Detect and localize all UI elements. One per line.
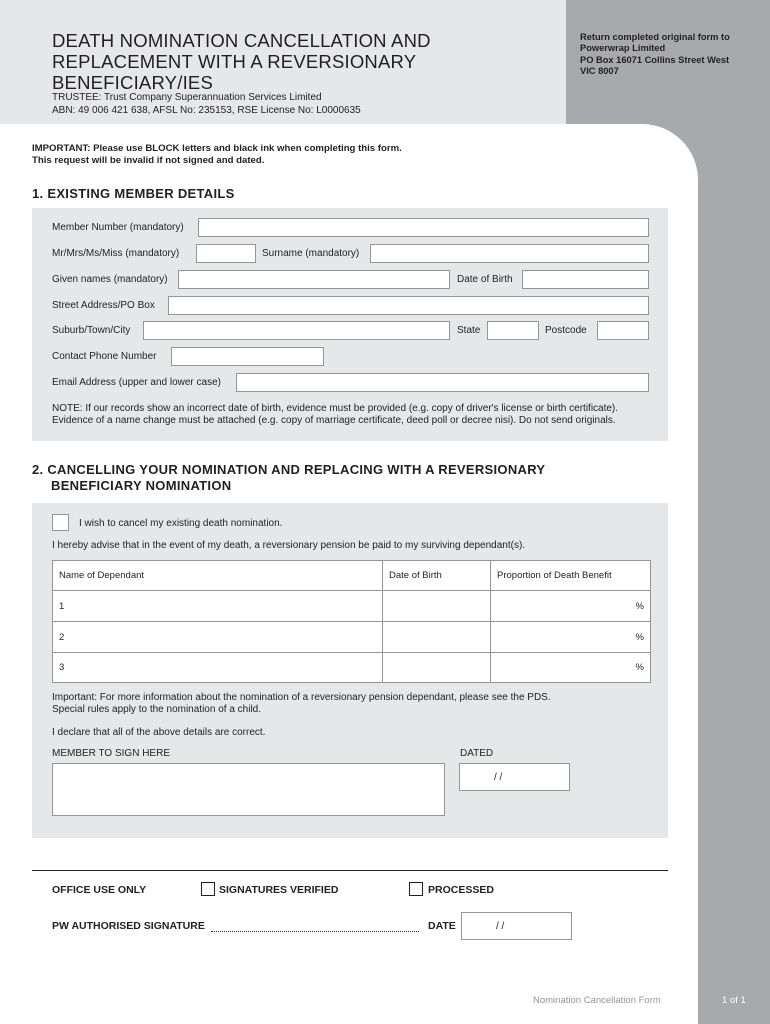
email-label: Email Address (upper and lower case) (52, 377, 221, 388)
table-row (53, 653, 651, 683)
dependant-dob-cell[interactable] (383, 591, 491, 622)
office-date-label: DATE (428, 920, 456, 932)
title-label: Mr/Mrs/Ms/Miss (mandatory) (52, 248, 180, 259)
section1-note: NOTE: If our records show an incorrect date of birth, evidence must be provided (e.g. copy of driver's license or birth certificate). Evidence of a name change must be attached (e.g. copy of marriage certificate, deed poll or decree nisi). Do not send originals. (52, 403, 619, 426)
advise-text: I hereby advise that in the event of my death, a reversionary pension be paid to my surviving dependant(s). (52, 540, 526, 551)
street-label: Street Address/PO Box (52, 300, 155, 311)
dependant-proportion-cell[interactable]: % (491, 622, 651, 653)
state-input[interactable] (487, 321, 539, 340)
cancel-nomination-label: I wish to cancel my existing death nomination. (79, 518, 283, 529)
postcode-label: Postcode (545, 325, 587, 336)
surname-input[interactable] (370, 244, 649, 263)
pw-signature-label: PW AUTHORISED SIGNATURE (52, 920, 205, 932)
table-header-row (53, 561, 651, 591)
col-name-header: Name of Dependant (53, 561, 383, 591)
section1-title: 1. EXISTING MEMBER DETAILS (32, 186, 235, 201)
title-input[interactable] (196, 244, 256, 263)
state-label: State (457, 325, 481, 336)
dob-input[interactable] (522, 270, 649, 289)
phone-label: Contact Phone Number (52, 351, 157, 362)
important-notice: IMPORTANT: Please use BLOCK letters and black ink when completing this form. This request will be invalid if not signed and dated. (32, 143, 402, 166)
table-row (53, 591, 651, 622)
member-sign-label: MEMBER TO SIGN HERE (52, 748, 170, 759)
suburb-label: Suburb/Town/City (52, 325, 131, 336)
office-use-label: OFFICE USE ONLY (52, 884, 147, 896)
form-name-footer: Nomination Cancellation Form (533, 995, 661, 1006)
dependant-dob-cell[interactable] (383, 653, 491, 683)
dependant-name-cell[interactable]: 2 (53, 622, 383, 653)
processed-label: PROCESSED (428, 884, 494, 896)
section2-important: Important: For more information about the nomination of a reversionary pension dependant, please see the PDS. Special rules apply to the nomination of a child. (52, 692, 551, 715)
dependant-dob-cell[interactable] (383, 622, 491, 653)
pw-signature-line[interactable] (211, 920, 419, 932)
cancel-nomination-checkbox[interactable] (52, 514, 69, 531)
street-input[interactable] (168, 296, 649, 315)
dependant-proportion-cell[interactable]: % (491, 653, 651, 683)
member-number-input[interactable] (198, 218, 649, 237)
declaration-text: I declare that all of the above details are correct. (52, 727, 266, 738)
email-input[interactable] (236, 373, 649, 392)
suburb-input[interactable] (143, 321, 450, 340)
right-margin-bar (698, 124, 770, 1024)
processed-checkbox[interactable] (409, 882, 423, 896)
member-number-label: Member Number (mandatory) (52, 222, 184, 233)
postcode-input[interactable] (597, 321, 649, 340)
dependant-name-cell[interactable]: 3 (53, 653, 383, 683)
phone-input[interactable] (171, 347, 324, 366)
office-divider (32, 870, 668, 871)
dependant-name-cell[interactable]: 1 (53, 591, 383, 622)
page-number: 1 of 1 (722, 995, 746, 1006)
page-title: DEATH NOMINATION CANCELLATION AND REPLACEMENT WITH A REVERSIONARY BENEFICIARY/IES (52, 30, 431, 93)
return-address: Return completed original form to Powerwrap Limited PO Box 16071 Collins Street West VIC 8007 (580, 32, 730, 76)
trustee-info: TRUSTEE: Trust Company Superannuation Services Limited ABN: 49 006 421 638, AFSL No: 235153, RSE License No: L0000635 (52, 92, 361, 116)
dependants-table (52, 560, 651, 683)
given-names-input[interactable] (178, 270, 450, 289)
table-row (53, 622, 651, 653)
col-dob-header: Date of Birth (383, 561, 491, 591)
signatures-verified-checkbox[interactable] (201, 882, 215, 896)
col-proportion-header: Proportion of Death Benefit (491, 561, 651, 591)
given-names-label: Given names (mandatory) (52, 274, 168, 285)
section2-title: 2. CANCELLING YOUR NOMINATION AND REPLACING WITH A REVERSIONARY BENEFICIARY NOMINATION (32, 462, 546, 493)
dated-input[interactable]: / / (459, 763, 570, 791)
signatures-verified-label: SIGNATURES VERIFIED (219, 884, 339, 896)
dated-label: DATED (460, 748, 494, 759)
dob-label: Date of Birth (457, 274, 513, 285)
member-signature-box[interactable] (52, 763, 445, 816)
office-date-input[interactable]: / / (461, 912, 572, 940)
surname-label: Surname (mandatory) (262, 248, 360, 259)
dependant-proportion-cell[interactable]: % (491, 591, 651, 622)
